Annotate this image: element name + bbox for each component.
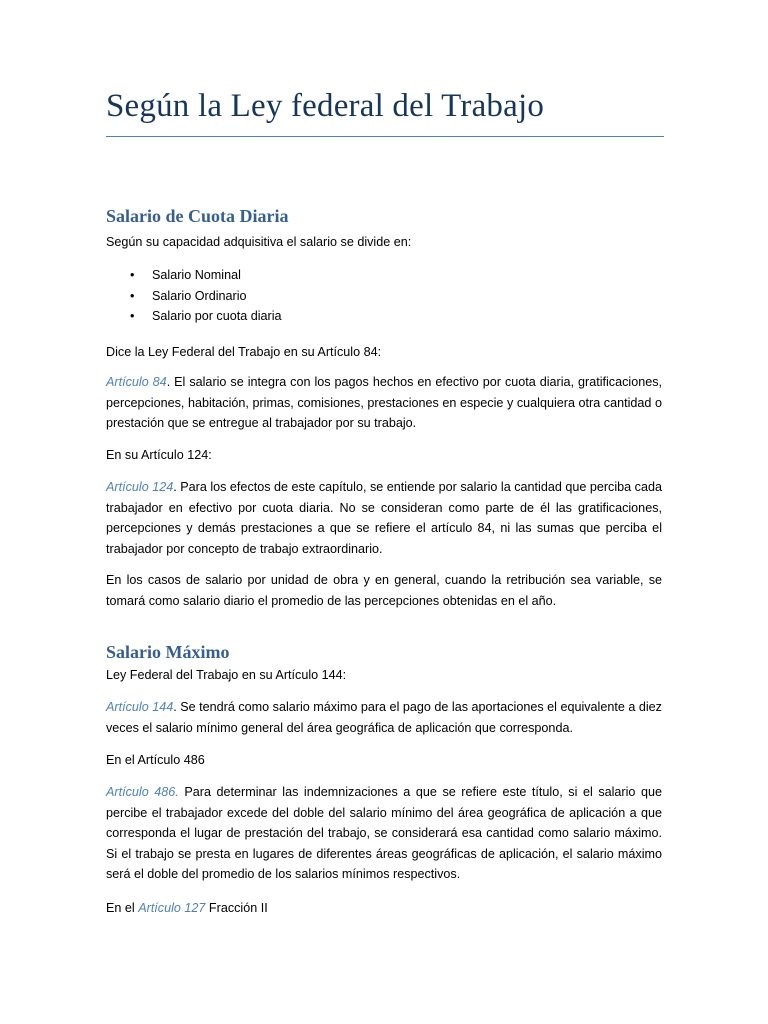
heading-salario-maximo: Salario Máximo [106,642,230,662]
articulo-486-paragraph: Artículo 486. Para determinar las indemnizaciones a que se refiere este título, si el salario que percibe el trabajador excede del doble del salario mínimo del área geográfica de aplicación a que corresponda el lugar de prestación del trabajo, se considerará esa cantidad como salario máximo. Si el trabajo se presta en lugares de diferentes áreas geográficas de aplicación, el salario máximo será el doble del promedio de los salarios mínimos respectivos. [106,785,662,881]
articulo-486-link[interactable]: Artículo 486. [106,785,179,799]
bullet-icon: • [130,309,135,323]
en-el-articulo-486: En el Artículo 486 [106,753,205,767]
salary-type-list [106,265,282,327]
ley-articulo-144: Ley Federal del Trabajo en su Artículo 144: [106,668,347,682]
articulo-124-paragraph: Artículo 124. Para los efectos de este capítulo, se entiende por salario la cantidad que perciba cada trabajador en efectivo por cuota diaria. No se consideran como parte de él las gratificaciones, percepciones y demás prestaciones a que se refiere el artículo 84, ni las sumas que perciba el trabajador por concepto de trabajo extraordinario. [106,480,662,556]
list-item: • Salario por cuota diaria [106,306,282,327]
en-el-articulo-127: En el Artículo 127 Fracción II [106,901,268,915]
list-item: • Salario Ordinario [106,286,282,307]
document-title: Según la Ley federal del Trabajo [106,88,545,124]
articulo-144-link[interactable]: Artículo 144 [106,700,174,714]
articulo-124-link[interactable]: Artículo 124 [106,480,174,494]
articulo-84-link[interactable]: Artículo 84 [106,375,167,389]
list-item: • Salario Nominal [106,265,282,286]
bullet-icon: • [130,268,135,282]
dice-ley-84: Dice la Ley Federal del Trabajo en su Artículo 84: [106,345,382,359]
bullet-icon: • [130,288,135,303]
title-underline [106,136,664,137]
heading-salario-cuota-diaria: Salario de Cuota Diaria [106,206,289,226]
articulo-84-paragraph: Artículo 84. El salario se integra con los pagos hechos en efectivo por cuota diaria, gratificaciones, percepciones, habitación, primas, comisiones, prestaciones en especie y cualquiera otra cantidad o prestación que se entregue al trabajador por su trabajo. [106,375,663,430]
articulo-127-link[interactable]: Artículo 127 [138,901,206,915]
intro-capacidad: Según su capacidad adquisitiva el salario se divide en: [106,235,412,249]
casos-paragraph: En los casos de salario por unidad de obra y en general, cuando la retribución sea variable, se tomará como salario diario el promedio de las percepciones obtenidas en el año. [106,573,662,608]
en-su-articulo-124: En su Artículo 124: [106,448,212,462]
articulo-144-paragraph: Artículo 144. Se tendrá como salario máximo para el pago de las aportaciones el equivalente a diez veces el salario mínimo general del área geográfica de aplicación que corresponda. [106,700,662,735]
